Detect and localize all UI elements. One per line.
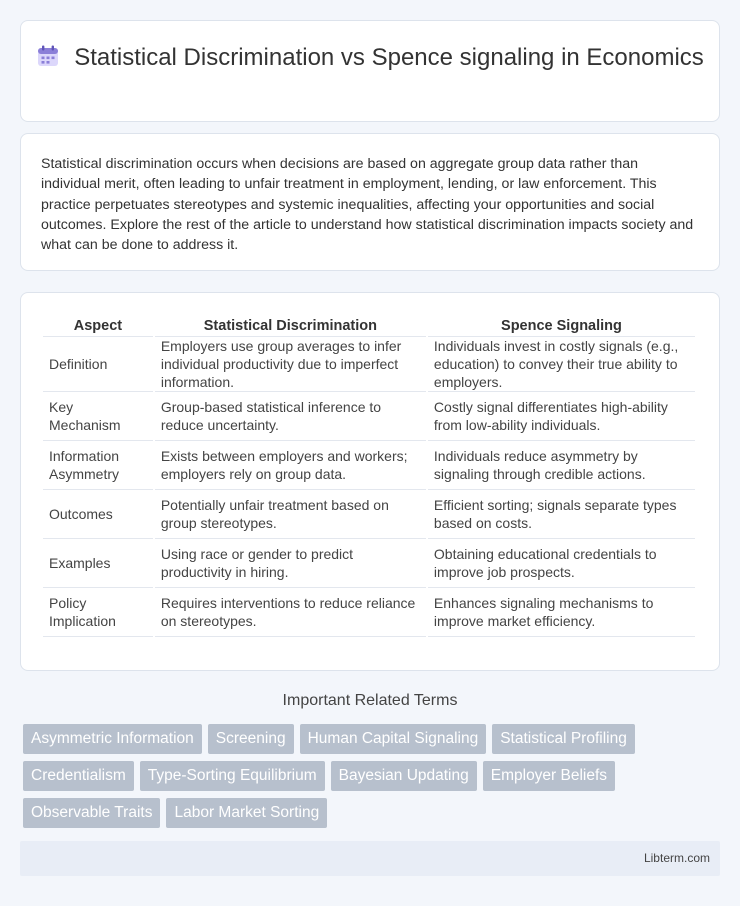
column-header-statistical-discrimination: Statistical Discrimination [155, 311, 426, 337]
related-term-tag[interactable]: Type-Sorting Equilibrium [140, 761, 325, 791]
table-header-row [43, 311, 695, 337]
table-row [43, 539, 695, 588]
intro-card [20, 133, 720, 271]
page-title [21, 43, 719, 72]
related-term-tag[interactable]: Bayesian Updating [331, 761, 477, 791]
column-header-spence-signaling: Spence Signaling [428, 311, 695, 337]
table-row [43, 490, 695, 539]
column-header-aspect: Aspect [43, 311, 153, 337]
title-text: Statistical Discrimination vs Spence signaling in Economics [74, 44, 704, 71]
row-spence-signaling: Costly signal differentiates high-ability from low-ability individuals. [428, 392, 695, 441]
row-statistical-discrimination: Requires interventions to reduce reliance on stereotypes. [155, 588, 426, 637]
row-aspect: Key Mechanism [43, 392, 153, 441]
row-spence-signaling: Enhances signaling mechanisms to improve market efficiency. [428, 588, 695, 637]
row-spence-signaling: Obtaining educational credentials to improve job prospects. [428, 539, 695, 588]
related-term-tag[interactable]: Screening [208, 724, 294, 754]
tag-row [23, 761, 703, 791]
comparison-table [41, 311, 697, 637]
title-card [20, 20, 720, 122]
related-terms-heading: Important Related Terms [282, 692, 458, 709]
related-term-tag[interactable]: Credentialism [23, 761, 134, 791]
row-statistical-discrimination: Group-based statistical inference to reduce uncertainty. [155, 392, 426, 441]
intro-paragraph: Statistical discrimination occurs when decisions are based on aggregate group data rather than individual merit, often leading to unfair treatment in employment, lending, or law enforcement. This practice perpetuates stereotypes and systemic inequalities, affecting your opportunities and social outcomes. Explore the rest of the article to understand how statistical discrimination impacts society and what can be done to address it. [41, 156, 694, 254]
related-term-tag[interactable]: Employer Beliefs [483, 761, 615, 791]
row-aspect: Policy Implication [43, 588, 153, 637]
row-spence-signaling: Individuals invest in costly signals (e.g., education) to convey their true ability to employers. [428, 337, 695, 392]
row-statistical-discrimination: Exists between employers and workers; employers rely on group data. [155, 441, 426, 490]
table-row [43, 588, 695, 637]
tag-row [23, 724, 703, 754]
row-statistical-discrimination: Potentially unfair treatment based on group stereotypes. [155, 490, 426, 539]
row-statistical-discrimination: Employers use group averages to infer individual productivity due to imperfect information. [155, 337, 426, 392]
row-aspect: Outcomes [43, 490, 153, 539]
table-row [43, 337, 695, 392]
related-term-tag[interactable]: Observable Traits [23, 798, 160, 828]
row-statistical-discrimination: Using race or gender to predict productivity in hiring. [155, 539, 426, 588]
table-row [43, 441, 695, 490]
footer-site-link[interactable]: Libterm.com [643, 851, 710, 865]
row-spence-signaling: Efficient sorting; signals separate types based on costs. [428, 490, 695, 539]
related-terms-list [23, 724, 703, 835]
row-spence-signaling: Individuals reduce asymmetry by signaling through credible actions. [428, 441, 695, 490]
related-term-tag[interactable]: Asymmetric Information [23, 724, 202, 754]
related-term-tag[interactable]: Labor Market Sorting [166, 798, 327, 828]
calendar-icon [36, 44, 60, 68]
comparison-card [20, 292, 720, 671]
row-aspect: Information Asymmetry [43, 441, 153, 490]
related-term-tag[interactable]: Human Capital Signaling [300, 724, 487, 754]
row-aspect: Definition [43, 337, 153, 392]
row-aspect: Examples [43, 539, 153, 588]
table-row [43, 392, 695, 441]
tag-row [23, 798, 703, 828]
footer [20, 841, 720, 876]
related-term-tag[interactable]: Statistical Profiling [492, 724, 635, 754]
